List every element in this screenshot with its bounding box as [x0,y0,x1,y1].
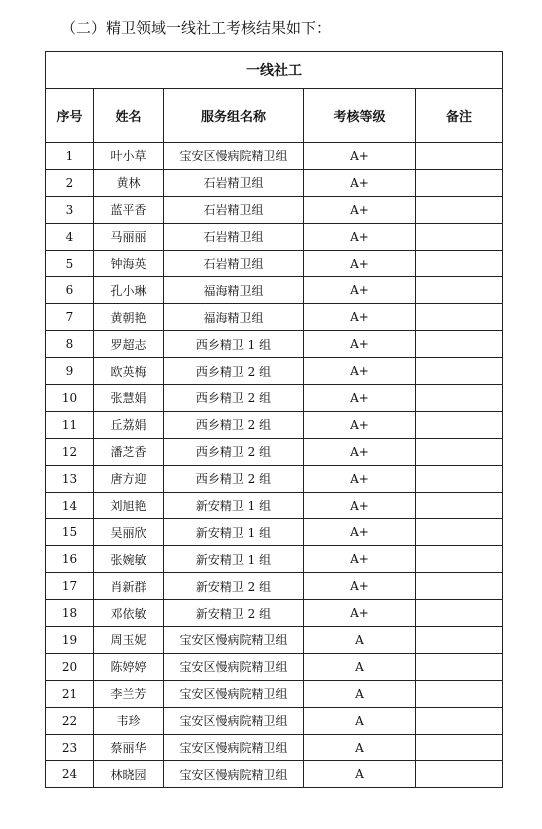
cell-note [416,707,503,734]
table-row [46,519,503,546]
cell-grade: A+ [304,465,416,492]
cell-grade: A+ [304,196,416,223]
cell-group: 宝安区慢病院精卫组 [164,761,304,788]
cell-grade: A+ [304,600,416,627]
cell-name: 刘旭艳 [94,492,164,519]
table-row [46,331,503,358]
table-row [46,465,503,492]
cell-note [416,519,503,546]
cell-group: 宝安区慢病院精卫组 [164,143,304,170]
table-row [46,653,503,680]
cell-grade: A+ [304,546,416,573]
cell-group: 石岩精卫组 [164,196,304,223]
cell-no: 1 [46,143,94,170]
cell-no: 23 [46,734,94,761]
cell-no: 2 [46,169,94,196]
cell-note [416,411,503,438]
cell-group: 宝安区慢病院精卫组 [164,734,304,761]
cell-note [416,438,503,465]
cell-grade: A+ [304,169,416,196]
cell-grade: A [304,734,416,761]
table-row [46,573,503,600]
cell-note [416,358,503,385]
table-row [46,627,503,654]
cell-no: 4 [46,223,94,250]
table-title: 一线社工 [46,52,503,89]
results-table [45,51,503,788]
cell-no: 9 [46,358,94,385]
cell-name: 欧英梅 [94,358,164,385]
cell-note [416,223,503,250]
cell-no: 16 [46,546,94,573]
cell-group: 石岩精卫组 [164,250,304,277]
cell-name: 黄林 [94,169,164,196]
header-group: 服务组名称 [164,89,304,143]
cell-name: 马丽丽 [94,223,164,250]
cell-group: 新安精卫 1 组 [164,492,304,519]
cell-name: 肖新群 [94,573,164,600]
cell-note [416,331,503,358]
cell-no: 19 [46,627,94,654]
cell-name: 罗超志 [94,331,164,358]
cell-note [416,546,503,573]
cell-group: 福海精卫组 [164,277,304,304]
cell-note [416,304,503,331]
cell-name: 吴丽欣 [94,519,164,546]
cell-note [416,600,503,627]
cell-name: 蔡丽华 [94,734,164,761]
cell-group: 新安精卫 1 组 [164,546,304,573]
cell-name: 叶小草 [94,143,164,170]
cell-group: 西乡精卫 2 组 [164,438,304,465]
cell-grade: A+ [304,573,416,600]
cell-no: 14 [46,492,94,519]
cell-no: 12 [46,438,94,465]
cell-no: 21 [46,680,94,707]
header-note: 备注 [416,89,503,143]
cell-group: 宝安区慢病院精卫组 [164,653,304,680]
cell-name: 李兰芳 [94,680,164,707]
cell-group: 新安精卫 1 组 [164,519,304,546]
table-row [46,411,503,438]
cell-group: 西乡精卫 2 组 [164,385,304,412]
cell-note [416,385,503,412]
cell-group: 新安精卫 2 组 [164,600,304,627]
cell-no: 15 [46,519,94,546]
cell-grade: A+ [304,519,416,546]
cell-name: 唐方迎 [94,465,164,492]
cell-grade: A [304,653,416,680]
table-row [46,680,503,707]
cell-group: 新安精卫 2 组 [164,573,304,600]
cell-no: 17 [46,573,94,600]
cell-no: 5 [46,250,94,277]
table-row [46,196,503,223]
cell-no: 8 [46,331,94,358]
cell-name: 韦珍 [94,707,164,734]
cell-note [416,169,503,196]
cell-note [416,277,503,304]
table-header-row [46,89,503,143]
cell-no: 20 [46,653,94,680]
cell-group: 西乡精卫 2 组 [164,465,304,492]
cell-grade: A [304,761,416,788]
cell-no: 13 [46,465,94,492]
cell-group: 西乡精卫 2 组 [164,358,304,385]
cell-note [416,734,503,761]
cell-no: 10 [46,385,94,412]
cell-group: 石岩精卫组 [164,169,304,196]
cell-note [416,761,503,788]
cell-group: 西乡精卫 2 组 [164,411,304,438]
cell-name: 丘荔娟 [94,411,164,438]
cell-grade: A+ [304,304,416,331]
cell-group: 宝安区慢病院精卫组 [164,680,304,707]
table-row [46,707,503,734]
cell-note [416,573,503,600]
table-row [46,358,503,385]
table-row [46,304,503,331]
cell-grade: A+ [304,358,416,385]
cell-no: 7 [46,304,94,331]
cell-grade: A [304,707,416,734]
cell-name: 蓝平香 [94,196,164,223]
cell-no: 18 [46,600,94,627]
table-row [46,600,503,627]
table-row [46,250,503,277]
table-row [46,438,503,465]
cell-grade: A+ [304,143,416,170]
cell-name: 林晓园 [94,761,164,788]
cell-note [416,627,503,654]
cell-group: 福海精卫组 [164,304,304,331]
cell-note [416,143,503,170]
header-name: 姓名 [94,89,164,143]
table-row [46,169,503,196]
table-row [46,761,503,788]
cell-name: 潘芝香 [94,438,164,465]
cell-note [416,465,503,492]
cell-grade: A+ [304,277,416,304]
cell-name: 陈婷婷 [94,653,164,680]
cell-group: 石岩精卫组 [164,223,304,250]
table-row [46,223,503,250]
cell-no: 22 [46,707,94,734]
cell-grade: A [304,680,416,707]
cell-group: 西乡精卫 1 组 [164,331,304,358]
table-row [46,277,503,304]
cell-grade: A+ [304,223,416,250]
table-row [46,492,503,519]
table-row [46,734,503,761]
header-no: 序号 [46,89,94,143]
table-row [46,143,503,170]
table-body [46,143,503,788]
cell-grade: A [304,627,416,654]
cell-group: 宝安区慢病院精卫组 [164,627,304,654]
cell-note [416,196,503,223]
cell-note [416,250,503,277]
cell-grade: A+ [304,492,416,519]
cell-name: 张慧娟 [94,385,164,412]
cell-name: 周玉妮 [94,627,164,654]
cell-no: 3 [46,196,94,223]
cell-name: 钟海英 [94,250,164,277]
cell-note [416,492,503,519]
header-grade: 考核等级 [304,89,416,143]
page-heading: （二）精卫领域一线社工考核结果如下： [61,19,332,37]
cell-name: 孔小琳 [94,277,164,304]
cell-grade: A+ [304,331,416,358]
cell-name: 张婉敏 [94,546,164,573]
table-title-row [46,52,503,89]
cell-note [416,653,503,680]
table-row [46,385,503,412]
table-row [46,546,503,573]
cell-name: 黄朝艳 [94,304,164,331]
cell-no: 11 [46,411,94,438]
cell-no: 6 [46,277,94,304]
cell-grade: A+ [304,438,416,465]
cell-grade: A+ [304,385,416,412]
cell-no: 24 [46,761,94,788]
cell-grade: A+ [304,411,416,438]
cell-note [416,680,503,707]
cell-name: 邓依敏 [94,600,164,627]
cell-group: 宝安区慢病院精卫组 [164,707,304,734]
cell-grade: A+ [304,250,416,277]
